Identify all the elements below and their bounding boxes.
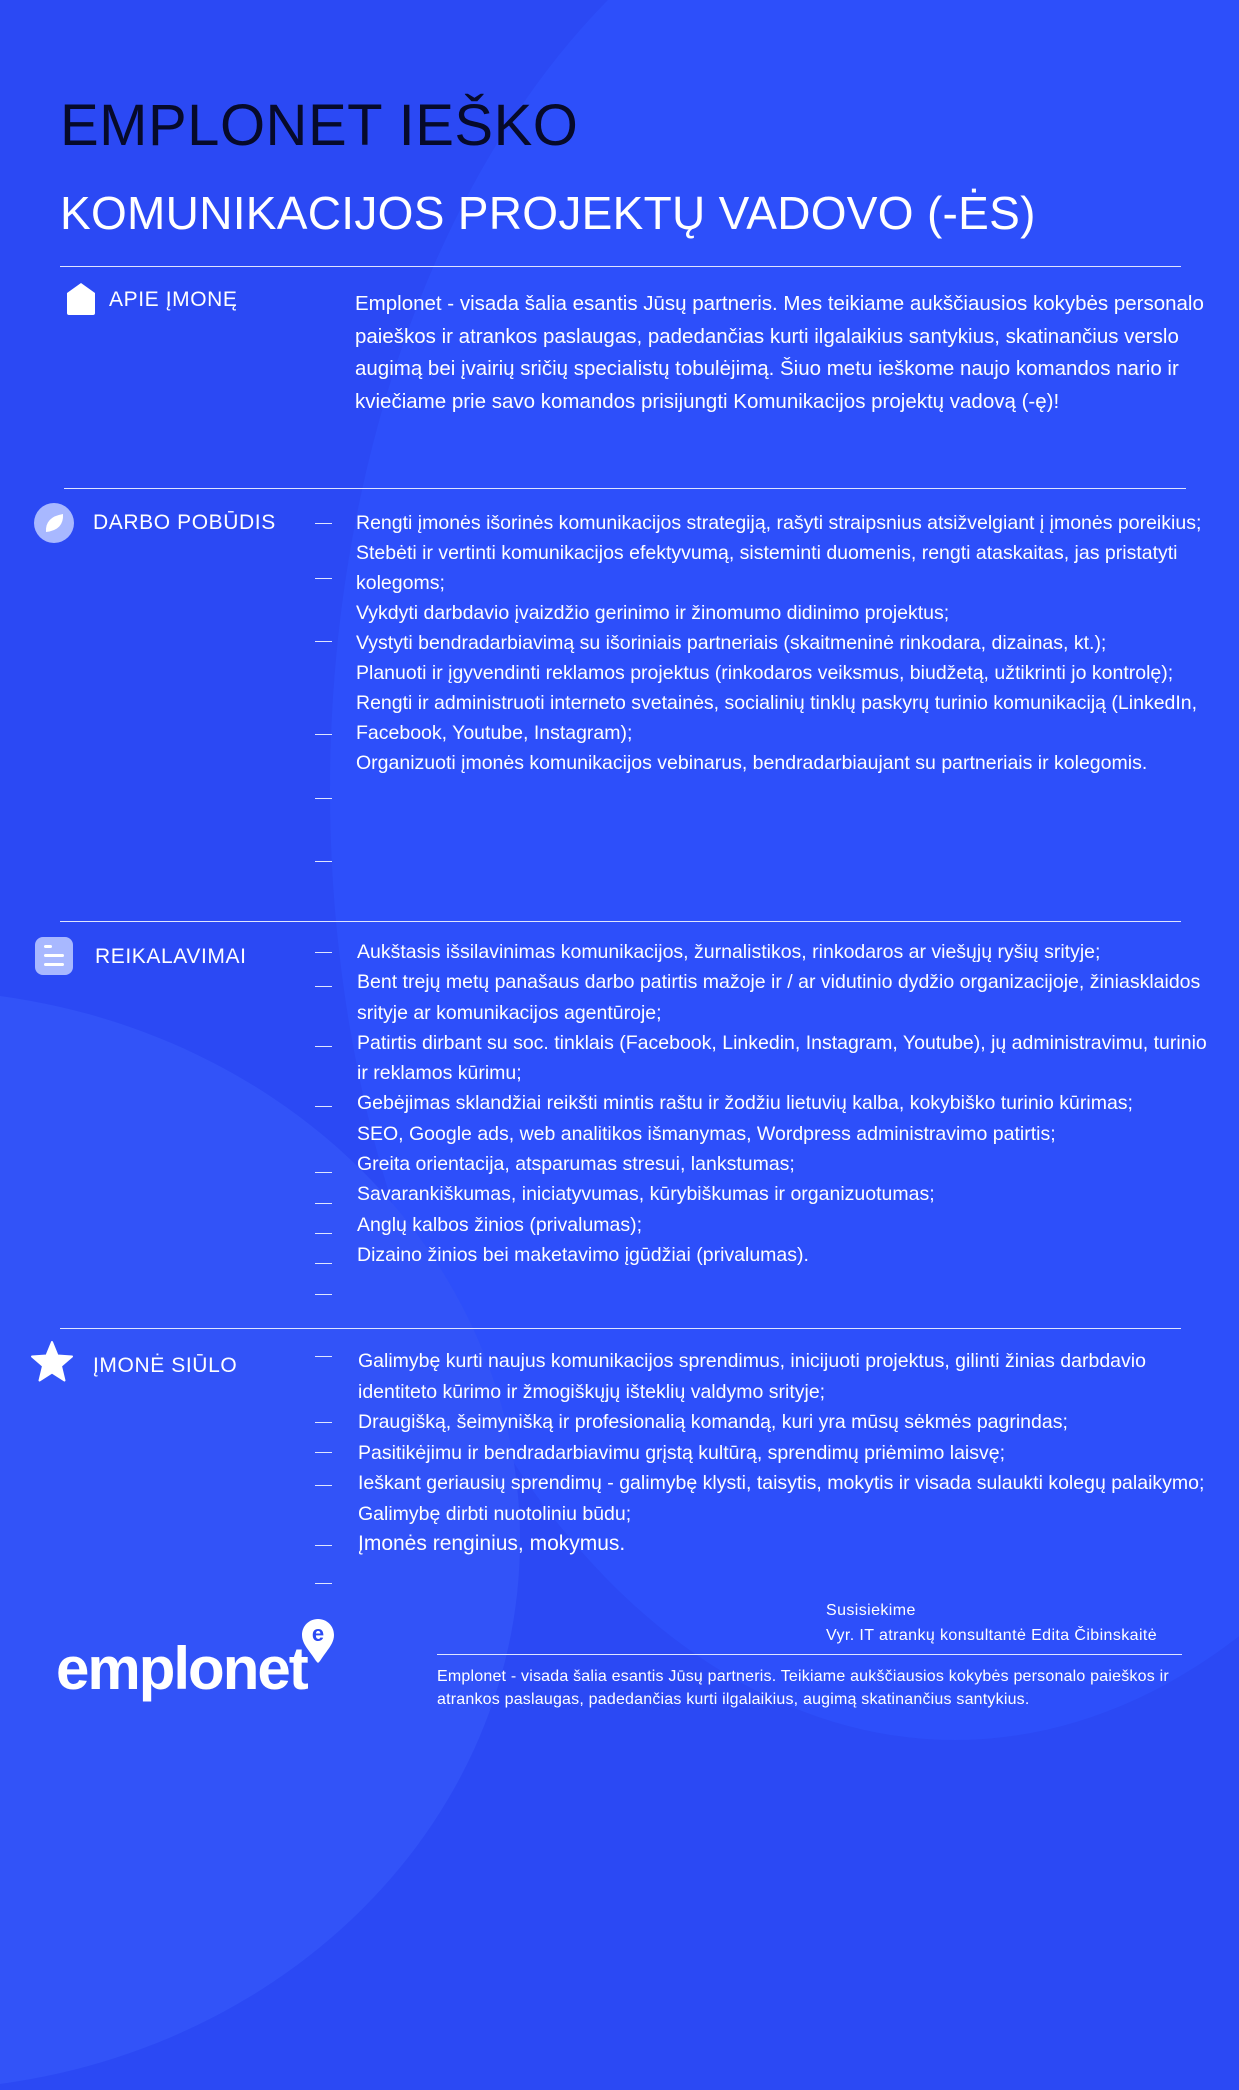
page-title: EMPLONET IEŠKO (60, 93, 579, 158)
list-dash (315, 1422, 332, 1423)
list-item: Organizuoti įmonės komunikacijos vebinarus, bendradarbiaujant su partneriais ir kolegomis. (356, 752, 1148, 774)
job-title: KOMUNIKACIJOS PROJEKTŲ VADOVO (-ĖS) (60, 187, 1036, 239)
requirements-list (357, 937, 1217, 1270)
document-icon (33, 935, 75, 977)
list-item: Gebėjimas sklandžiai reikšti mintis raštu ir žodžiu lietuvių kalba, kokybiško turinio kūrimas; (357, 1092, 1133, 1115)
list-item: Vystyti bendradarbiavimą su išoriniais partneriais (skaitmeninė rinkodara, dizainas, kt.); (356, 632, 1107, 654)
list-dash (315, 1263, 332, 1264)
list-item: Rengti ir administruoti interneto svetainės, socialinių tinklų paskyrų turinio komunikaciją (LinkedIn, Facebook, Youtube, Instagram); (356, 692, 1198, 744)
emplonet-logo[interactable]: emplonet (56, 1635, 307, 1702)
list-item: Pasitikėjimu ir bendradarbiavimu grįstą kultūrą, sprendimų priėmimo laisvę; (358, 1441, 1006, 1464)
home-icon (60, 278, 102, 320)
list-dash (315, 1583, 332, 1584)
divider (437, 1654, 1182, 1655)
list-dash (315, 734, 332, 735)
list-item: Dizaino žinios bei maketavimo įgūdžiai (privalumas). (357, 1243, 809, 1266)
contact-label: Susisiekime (826, 1602, 916, 1619)
list-item: Greita orientacija, atsparumas stresui, lankstumas; (357, 1153, 795, 1176)
list-item: Bent trejų metų panašaus darbo patirtis mažoje ir / ar vidutinio dydžio organizacijoje, žiniasklaidos srityje ar komunikacijos agentūroje; (357, 971, 1201, 1024)
list-item: Įmonės renginius, mokymus. (358, 1532, 626, 1555)
leaf-icon (33, 502, 75, 544)
divider (60, 266, 1181, 267)
footer-text: Emplonet - visada šalia esantis Jūsų partneris. Teikiame aukščiausios kokybės personalo paieškos ir atrankos paslaugas, padedančias kurti ilgalaikius, augimą skatinančius santykius. (437, 1668, 1169, 1708)
list-item: Savarankiškumas, iniciatyvumas, kūrybiškumas ir organizuotumas; (357, 1183, 935, 1206)
section-label-duties: DARBO POBŪDIS (93, 511, 276, 534)
logo-badge-letter: e (311, 1621, 325, 1646)
list-item: SEO, Google ads, web analitikos išmanymas, Wordpress administravimo patirtis; (357, 1122, 1056, 1145)
list-item: Galimybę dirbti nuotoliniu būdu; (358, 1502, 632, 1525)
list-dash (315, 1545, 332, 1546)
list-item: Ieškant geriausių sprendimų - galimybę klysti, taisytis, mokytis ir visada sulaukti kolegų palaikymo; (358, 1472, 1205, 1494)
list-item: Patirtis dirbant su soc. tinklais (Facebook, Linkedin, Instagram, Youtube), jų administravimu, turinio ir reklamos kūrimu; (357, 1031, 1207, 1085)
list-item: Aukštasis išsilavinimas komunikacijos, žurnalistikos, rinkodaros ar viešųjų ryšių srityje; (357, 941, 1101, 963)
list-dash (315, 861, 332, 862)
list-item: Anglų kalbos žinios (privalumas); (357, 1213, 643, 1236)
divider (60, 1328, 1181, 1329)
list-item: Planuoti ir įgyvendinti reklamos projektus (rinkodaros veiksmus, biudžetą, užtikrinti jo kontrolę); (356, 662, 1174, 684)
contact-person[interactable]: Vyr. IT atrankų konsultantė Edita Čibinskaitė (826, 1627, 1158, 1644)
list-dash (315, 1294, 332, 1295)
divider (64, 488, 1186, 489)
list-dash (315, 641, 332, 642)
list-dash (315, 1452, 332, 1453)
section-label-offers: ĮMONĖ SIŪLO (93, 1354, 238, 1377)
list-item: Vykdyti darbdavio įvaizdžio gerinimo ir žinomumo didinimo projektus; (356, 602, 950, 624)
list-dash (315, 986, 332, 987)
list-dash (315, 952, 332, 953)
divider (60, 921, 1181, 922)
list-dash (315, 1203, 332, 1204)
list-dash (315, 1046, 332, 1047)
section-label-requirements: REIKALAVIMAI (95, 945, 247, 968)
section-label-about: APIE ĮMONĘ (109, 288, 238, 311)
list-dash (315, 1233, 332, 1234)
list-dash (315, 1356, 332, 1357)
logo-badge-icon (300, 1617, 336, 1663)
list-dash (315, 578, 332, 579)
list-item: Stebėti ir vertinti komunikacijos efektyvumą, sisteminti duomenis, rengti ataskaitas, jas pristatyti kolegoms; (356, 542, 1178, 594)
offers-list (358, 1346, 1218, 1560)
list-item: Draugišką, šeimynišką ir profesionalią komandą, kuri yra mūsų sėkmės pagrindas; (358, 1411, 1068, 1433)
company-description: Emplonet - visada šalia esantis Jūsų partneris. Mes teikiame aukščiausios kokybės personalo paieškos ir atrankos paslaugas, padedančias kurti ilgalaikius santykius, skatinančius verslo augimą bei įvairių sričių specialistų tobulėjimą. Šiuo metu ieškome naujo komandos nario ir kviečiame prie savo komandos prisijungti Komunikacijos projektų vadovą (-ę)! (355, 292, 1204, 413)
list-dash (315, 523, 332, 524)
list-dash (315, 1485, 332, 1486)
list-dash (315, 1106, 332, 1107)
list-item: Galimybę kurti naujus komunikacijos sprendimus, inicijuoti projektus, gilinti žinias darbdavio identiteto kūrimo ir žmogiškųjų išteklių valdymo srityje; (358, 1350, 1146, 1403)
list-item: Rengti įmonės išorinės komunikacijos strategiją, rašyti straipsnius atsižvelgiant į įmonės poreikius; (356, 512, 1202, 534)
list-dash (315, 1172, 332, 1173)
star-icon (30, 1340, 72, 1382)
list-dash (315, 798, 332, 799)
duties-list (356, 508, 1236, 778)
